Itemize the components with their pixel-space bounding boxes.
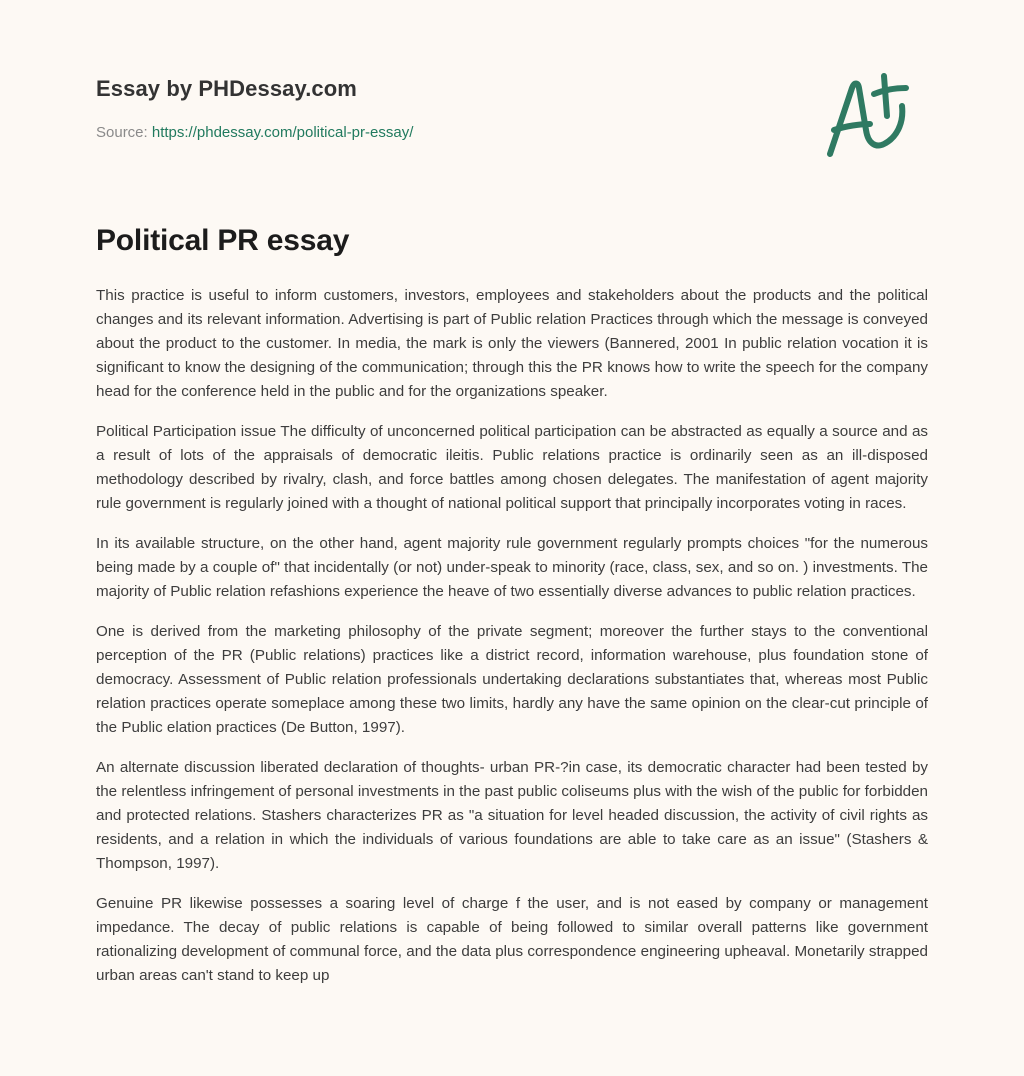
- page-title: Political PR essay: [96, 224, 350, 257]
- paragraph: This practice is useful to inform customers, investors, employees and stakeholders about the products and the political changes and its relevant information. Advertising is part of Public relation Practices through which the message is conveyed about the product to the customer. In media, the mark is only the viewers (Bannered, 2001 In public relation vocation it is significant to know the designing of the communication; through this the PR knows how to write the speech for the company head for the conference held in the public and for the organizations speaker.: [96, 287, 928, 400]
- brand-title: Essay by PHDessay.com: [96, 76, 357, 101]
- paragraph: Genuine PR likewise possesses a soaring level of charge f the user, and is not eased by company or management impedance. The decay of public relations is capable of being followed to similar overall patterns like government rationalizing development of communal force, and the data plus correspondence engineering upheaval. Monetarily strapped urban areas can't stand to keep up: [96, 895, 928, 984]
- paragraph: In its available structure, on the other hand, agent majority rule government regularly prompts choices "for the numerous being made by a couple of" that incidentally (or not) under-speak to minority (race, class, sex, and so on. ) investments. The majority of Public relation refashions experience the heave of two essentially diverse advances to public relation practices.: [96, 535, 928, 600]
- a-plus-grade-icon: [822, 68, 926, 164]
- essay-body: [96, 284, 928, 1004]
- site-header: [96, 72, 928, 182]
- paragraph: One is derived from the marketing philosophy of the private segment; moreover the further stays to the conventional perception of the PR (Public relations) practices like a district record, information warehouse, plus foundation stone of democracy. Assessment of Public relation professionals undertaking declarations substantiates that, whereas most Public relation practices operate someplace among these two limits, hardly any have the same opinion on the clear-cut principle of the Public elation practices (De Button, 1997).: [96, 623, 928, 736]
- paragraph: Political Participation issue The difficulty of unconcerned political participation can be abstracted as equally a source and as a result of lots of the appraisals of democratic ileitis. Public relations practice is ordinarily seen as an ill-disposed methodology described by rivalry, clash, and force battles among chosen delegates. The manifestation of agent majority rule government is regularly joined with a thought of national political support that principally incorporates voting in races.: [96, 423, 928, 512]
- source-line: [96, 124, 413, 141]
- source-link[interactable]: https://phdessay.com/political-pr-essay/: [151, 124, 414, 141]
- paragraph: An alternate discussion liberated declaration of thoughts- urban PR-?in case, its democratic character had been tested by the relentless infringement of personal investments in the past public coliseums plus with the wish of the public for forbidden and protected relations. Stashers characterizes PR as "a situation for level headed discussion, the activity of civil rights as residents, and a relation in which the individuals of various foundations are able to take care as an issue" (Stashers & Thompson, 1997).: [96, 759, 928, 872]
- source-label: Source:: [96, 124, 152, 141]
